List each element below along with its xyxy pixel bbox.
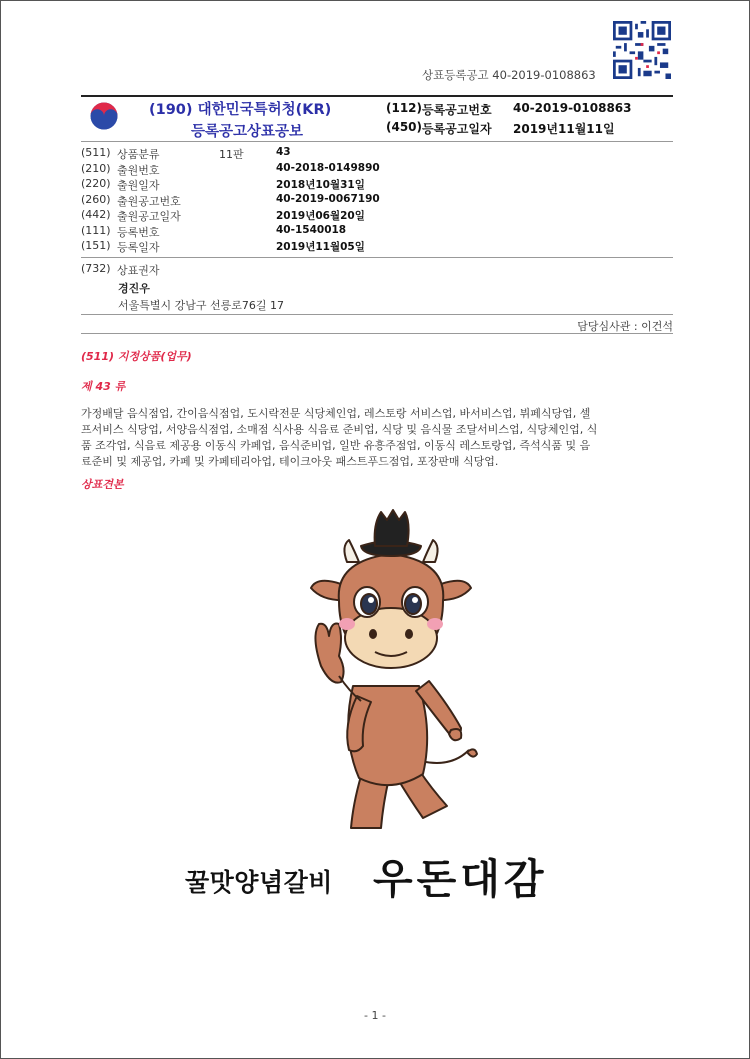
cow-mascot-icon bbox=[301, 506, 481, 836]
goods-line: 프서비스 식당업, 서양음식점업, 소매점 식사용 식음료 준비업, 식당 및 음식물 조달서비스업, 식당체인업, 식 bbox=[81, 423, 598, 436]
goods-line: 료준비 및 제공업, 카페 및 카페테리아업, 테이크아웃 패스트푸드점업, 포장판매 식당업. bbox=[81, 455, 499, 468]
mark-heading: 상표견본 bbox=[81, 478, 124, 491]
bib-row: (220) 출원일자 2018년10월31일 bbox=[81, 177, 365, 192]
reg-pub-date-value: 2019년11월11일 bbox=[513, 122, 615, 136]
class-heading: 제 43 류 bbox=[81, 380, 126, 393]
examiner-bottom-rule bbox=[81, 333, 673, 334]
header-bottom-rule bbox=[81, 141, 673, 142]
header-top-rule bbox=[81, 95, 673, 97]
document-id: 상표등록공고 40-2019-0108863 bbox=[422, 68, 596, 82]
reg-pub-number-label: 등록공고번호 bbox=[422, 103, 492, 117]
examiner: 담당심사관 : 이건석 bbox=[577, 320, 673, 333]
owner-address: 서울특별시 강남구 선릉로76길 17 bbox=[118, 299, 284, 312]
reg-pub-date-label: 등록공고일자 bbox=[422, 122, 492, 136]
bib-row: (260) 출원공고번호 40-2019-0067190 bbox=[81, 192, 380, 208]
bib-bottom-rule bbox=[81, 257, 673, 258]
goods-list bbox=[81, 406, 673, 470]
gazette-title: 등록공고상표공보 bbox=[191, 124, 304, 140]
reg-pub-number-code: (112) bbox=[386, 101, 423, 115]
owner-label: 상표권자 bbox=[117, 264, 160, 277]
bib-row: (210) 출원번호 40-2018-0149890 bbox=[81, 161, 380, 177]
goods-line: 품 조각업, 식음료 제공용 이동식 카페업, 음식준비업, 일반 유흥주점업, 이동식 레스토랑업, 즉석식품 및 음 bbox=[81, 439, 591, 452]
office-title: (190) 대한민국특허청(KR) bbox=[149, 102, 332, 118]
designated-goods-heading: (511) 지정상품(업무) bbox=[81, 350, 192, 363]
bib-row: (442) 출원공고일자 2019년06월20일 bbox=[81, 208, 365, 223]
goods-line: 가정배달 음식점업, 간이음식점업, 도시락전문 식당체인업, 레스토랑 서비스업, 바서비스업, 뷔페식당업, 셀 bbox=[81, 407, 591, 420]
taegeuk-emblem-icon bbox=[89, 101, 119, 131]
bib-row: (151) 등록일자 2019년11월05일 bbox=[81, 239, 365, 254]
trademark-tagline: 꿀맛양념갈비 bbox=[185, 868, 333, 897]
trademark-name: 우돈대감 bbox=[373, 855, 548, 903]
bib-row: (511) 상품분류 11판 43 bbox=[81, 146, 291, 161]
owner-bottom-rule bbox=[81, 314, 673, 315]
owner-name: 경진우 bbox=[118, 282, 150, 295]
bibliographic-data bbox=[81, 146, 673, 255]
reg-pub-number-value: 40-2019-0108863 bbox=[513, 101, 632, 115]
bib-row: (111) 등록번호 40-1540018 bbox=[81, 223, 347, 239]
reg-pub-date-code: (450) bbox=[386, 120, 423, 134]
owner-code: (732) bbox=[81, 262, 111, 275]
qr-code-icon bbox=[613, 21, 671, 79]
page-number: - 1 - bbox=[364, 1009, 386, 1022]
